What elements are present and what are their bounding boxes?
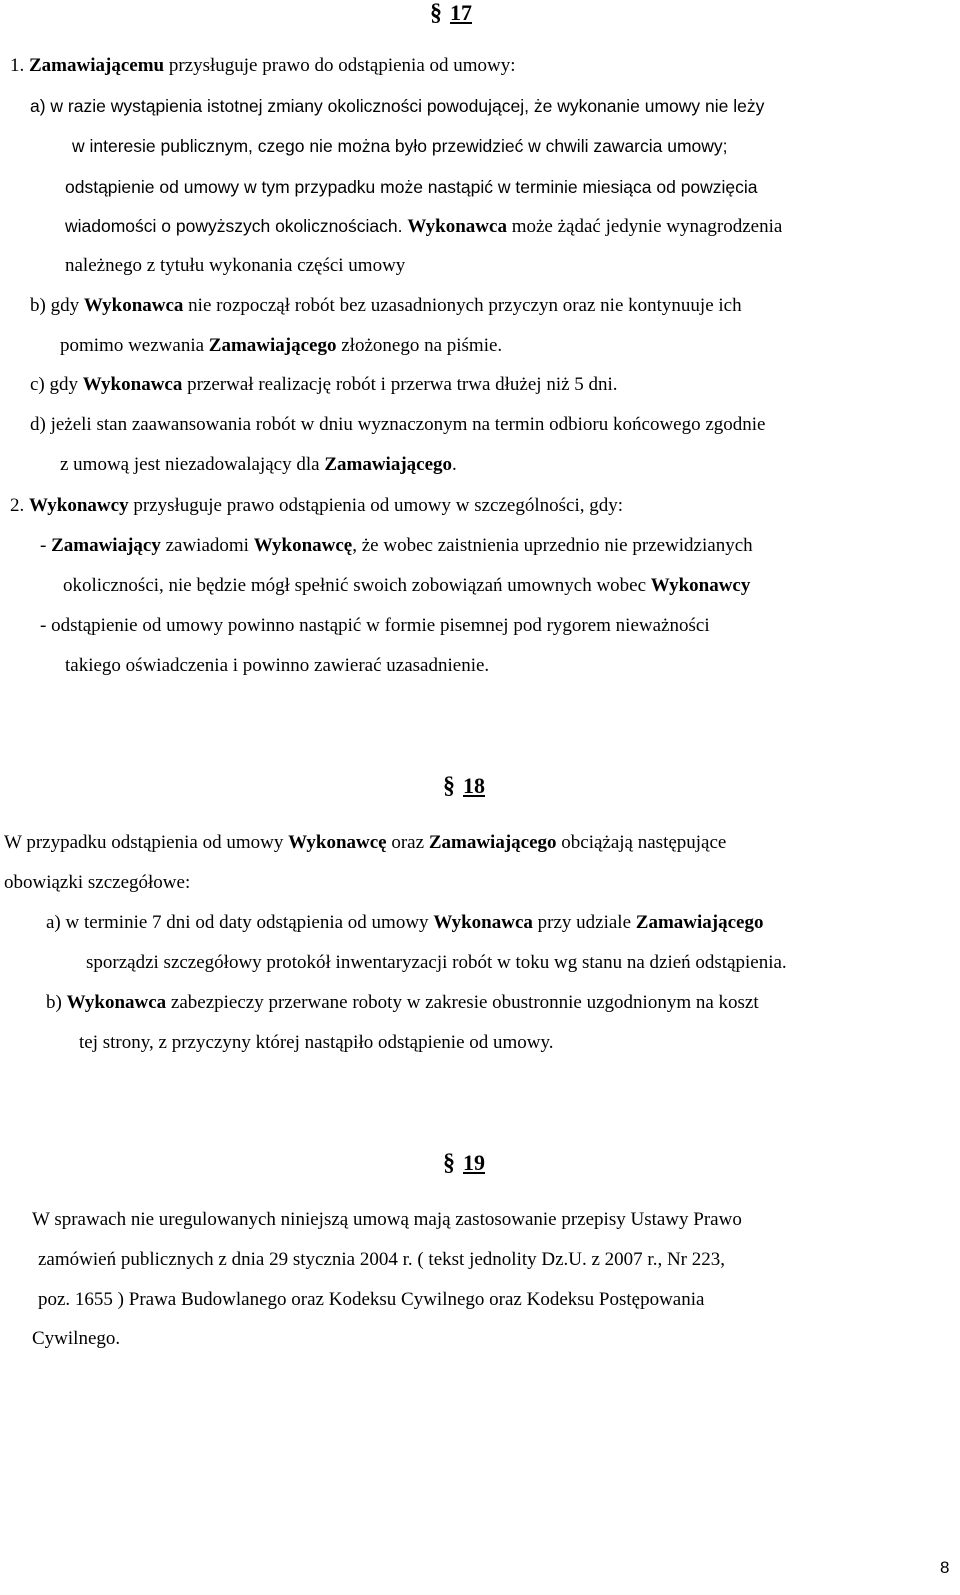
bold-term: Wykonawcy [29, 495, 129, 516]
text: c) gdy [30, 374, 83, 395]
point-a-line-1: a) w razie wystąpienia istotnej zmiany okoliczności powodującej, że wykonanie umowy nie leży [30, 96, 765, 116]
dash-item-2-line-2: takiego oświadczenia i powinno zawierać uzasadnienie. [65, 655, 490, 676]
paragraph-2-intro [10, 494, 623, 518]
dash-item-1-line-1 [40, 534, 753, 558]
text: - [40, 535, 52, 556]
text: nie rozpoczął robót bez uzasadnionych przyczyn oraz nie kontynuuje ich [183, 295, 742, 316]
text: 2. [10, 495, 29, 516]
point-a-line-4 [65, 214, 782, 239]
text: wiadomości o powyższych okolicznościach. [65, 216, 408, 236]
section-19-heading [443, 1150, 485, 1177]
text: zawiadomi [160, 535, 254, 556]
bold-term: Zamawiającego [324, 454, 453, 475]
text: oraz [386, 832, 429, 853]
text: , że wobec zaistnienia uprzednio nie przewidzianych [352, 535, 753, 556]
point-a-line-5: należnego z tytułu wykonania części umowy [65, 255, 406, 276]
s19-line-2: zamówień publicznych z dnia 29 stycznia 2004 r. ( tekst jednolity Dz.U. z 2007 r., Nr 223, [38, 1249, 726, 1270]
section-mark: § [443, 773, 455, 799]
bold-term: Zamawiającego [208, 335, 337, 356]
text: przysługuje prawo odstąpienia od umowy w szczególności, gdy: [128, 495, 624, 516]
page-number: 8 [940, 1558, 950, 1577]
text: pomimo wezwania [60, 335, 209, 356]
text: obciążają następujące [556, 832, 727, 853]
text: W przypadku odstąpienia od umowy [4, 832, 289, 853]
bold-term: Wykonawca [82, 374, 183, 395]
s19-line-4: Cywilnego. [32, 1328, 121, 1349]
section-mark: § [430, 0, 442, 26]
point-a-line-3: odstąpienie od umowy w tym przypadku może nastąpić w terminie miesiąca od powzięcia [65, 177, 758, 197]
bold-term: Wykonawcę [253, 535, 353, 556]
point-b-line-2 [60, 334, 502, 358]
point-c [30, 373, 618, 397]
text: b) [46, 992, 67, 1013]
s18-point-a-line-1 [46, 911, 763, 935]
section-number: 17 [450, 0, 472, 25]
text: złożonego na piśmie. [336, 335, 503, 356]
text: z umową jest niezadowalający dla [60, 454, 325, 475]
section-number: 18 [463, 773, 485, 798]
text: może żądać jedynie wynagrodzenia [506, 216, 783, 237]
text: . [452, 454, 457, 475]
bold-term: Wykonawcy [650, 575, 751, 596]
s18-intro-line-1 [4, 831, 726, 855]
point-d-line-1: d) jeżeli stan zaawansowania robót w dniu wyznaczonym na termin odbioru końcowego zgodnie [30, 414, 766, 435]
bold-term: Zamawiającemu [29, 55, 165, 76]
bold-term: Zamawiającego [428, 832, 557, 853]
bold-term: Zamawiającego [635, 912, 764, 933]
text: 1. [10, 55, 29, 76]
section-mark: § [443, 1150, 455, 1176]
bold-term: Wykonawca [407, 216, 507, 237]
paragraph-1-intro [10, 54, 516, 78]
text: a) w terminie 7 dni od daty odstąpienia od umowy [46, 912, 434, 933]
section-number: 19 [463, 1150, 485, 1175]
s18-point-b-line-1 [46, 991, 759, 1015]
point-d-line-2 [60, 453, 457, 477]
s18-point-b-line-2: tej strony, z przyczyny której nastąpiło odstąpienie od umowy. [79, 1032, 554, 1053]
dash-item-2-line-1: - odstąpienie od umowy powinno nastąpić w formie pisemnej pod rygorem nieważności [40, 615, 710, 636]
bold-term: Zamawiający [51, 535, 161, 556]
text: zabezpieczy przerwane roboty w zakresie obustronnie uzgodnionym na koszt [166, 992, 759, 1013]
bold-term: Wykonawca [83, 295, 184, 316]
s18-intro-line-2: obowiązki szczegółowe: [4, 872, 191, 893]
s19-line-3: poz. 1655 ) Prawa Budowlanego oraz Kodeksu Cywilnego oraz Kodeksu Postępowania [38, 1289, 705, 1310]
bold-term: Wykonawcę [288, 832, 387, 853]
text: b) gdy [30, 295, 84, 316]
s18-point-a-line-2: sporządzi szczegółowy protokół inwentaryzacji robót w toku wg stanu na dzień odstąpienia. [86, 952, 787, 973]
bold-term: Wykonawca [433, 912, 533, 933]
bold-term: Wykonawca [66, 992, 167, 1013]
text: przysługuje prawo do odstąpienia od umowy: [164, 55, 516, 76]
text: okoliczności, nie będzie mógł spełnić swoich zobowiązań umownych wobec [63, 575, 651, 596]
text: przy udziale [532, 912, 636, 933]
point-b-line-1 [30, 294, 742, 318]
section-18-heading [443, 773, 485, 800]
dash-item-1-line-2 [63, 574, 750, 598]
s19-line-1: W sprawach nie uregulowanych niniejszą umową mają zastosowanie przepisy Ustawy Prawo [32, 1209, 742, 1230]
section-17-heading [430, 0, 472, 27]
point-a-line-2: w interesie publicznym, czego nie można było przewidzieć w chwili zawarcia umowy; [72, 136, 728, 156]
text: przerwał realizację robót i przerwa trwa dłużej niż 5 dni. [182, 374, 618, 395]
